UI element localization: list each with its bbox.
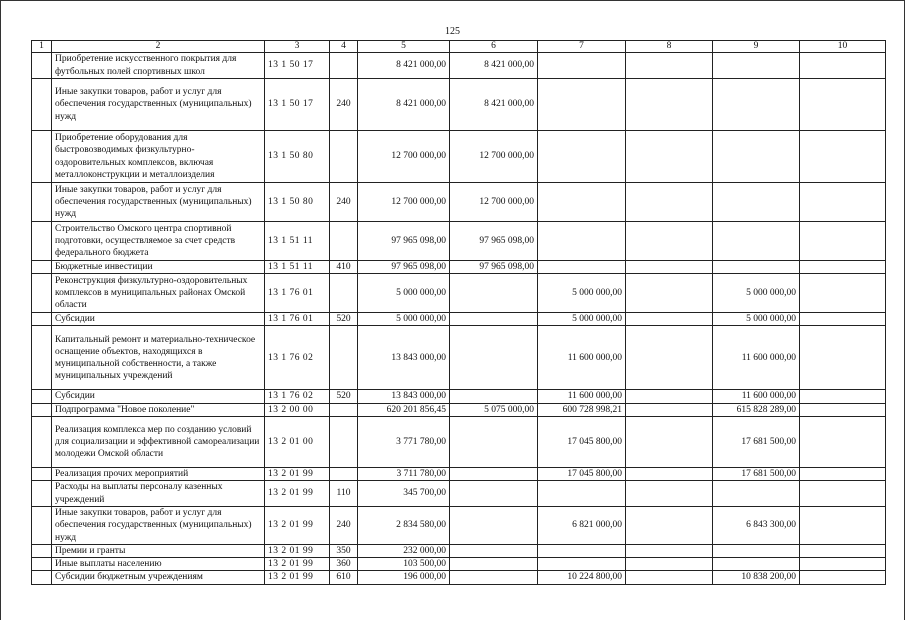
row-expense-type: 350 xyxy=(330,545,358,558)
row-amount-col7 xyxy=(538,545,626,558)
row-empty-cell xyxy=(32,183,52,222)
row-amount-col7 xyxy=(538,481,626,507)
row-empty-cell xyxy=(32,313,52,326)
row-amount-col6 xyxy=(450,416,538,467)
row-amount-col10 xyxy=(800,79,886,131)
row-amount-col8 xyxy=(626,326,713,390)
row-code: 13 1 50 17 xyxy=(265,79,330,131)
row-amount-col10 xyxy=(800,261,886,274)
row-amount-col9: 11 600 000,00 xyxy=(713,390,800,403)
row-name: Приобретение оборудования для быстровозводимых физкультурно-оздоровительных комплексов, включая металлоконструкции и металлоизделия xyxy=(52,131,265,183)
column-header: 5 xyxy=(358,41,450,53)
row-amount-col10 xyxy=(800,403,886,416)
row-expense-type: 110 xyxy=(330,481,358,507)
row-code: 13 1 76 01 xyxy=(265,313,330,326)
row-amount-col9: 5 000 000,00 xyxy=(713,274,800,313)
row-name: Иные закупки товаров, работ и услуг для обеспечения государственных (муниципальных) нужд xyxy=(52,79,265,131)
table-row xyxy=(32,274,886,313)
row-expense-type xyxy=(330,274,358,313)
row-amount-col9 xyxy=(713,79,800,131)
row-amount-col6 xyxy=(450,274,538,313)
row-code: 13 2 01 99 xyxy=(265,558,330,571)
table-body xyxy=(32,53,886,585)
row-code: 13 1 76 02 xyxy=(265,390,330,403)
row-amount-col10 xyxy=(800,416,886,467)
page-frame-top xyxy=(0,0,905,1)
row-code: 13 2 01 99 xyxy=(265,507,330,545)
row-amount-col8 xyxy=(626,274,713,313)
row-amount-col6 xyxy=(450,545,538,558)
row-expense-type xyxy=(330,222,358,261)
row-code: 13 2 00 00 xyxy=(265,403,330,416)
row-expense-type xyxy=(330,416,358,467)
row-amount-col5: 8 421 000,00 xyxy=(358,53,450,79)
row-amount-col10 xyxy=(800,222,886,261)
row-empty-cell xyxy=(32,571,52,584)
row-name: Подпрограмма "Новое поколение" xyxy=(52,403,265,416)
row-amount-col10 xyxy=(800,507,886,545)
row-name: Субсидии бюджетным учреждениям xyxy=(52,571,265,584)
row-amount-col7: 11 600 000,00 xyxy=(538,326,626,390)
table-row xyxy=(32,481,886,507)
row-expense-type xyxy=(330,131,358,183)
row-code: 13 1 51 11 xyxy=(265,261,330,274)
row-amount-col8 xyxy=(626,467,713,480)
row-amount-col5: 345 700,00 xyxy=(358,481,450,507)
row-name: Приобретение искусственного покрытия для футбольных полей спортивных школ xyxy=(52,53,265,79)
table-row xyxy=(32,222,886,261)
row-amount-col7 xyxy=(538,131,626,183)
row-amount-col5: 12 700 000,00 xyxy=(358,183,450,222)
row-name: Реконструкция физкультурно-оздоровительных комплексов в муниципальных районах Омской области xyxy=(52,274,265,313)
row-amount-col8 xyxy=(626,390,713,403)
row-amount-col6: 12 700 000,00 xyxy=(450,183,538,222)
row-amount-col5: 5 000 000,00 xyxy=(358,274,450,313)
row-expense-type: 520 xyxy=(330,390,358,403)
row-amount-col6 xyxy=(450,326,538,390)
row-amount-col8 xyxy=(626,261,713,274)
row-name: Иные закупки товаров, работ и услуг для обеспечения государственных (муниципальных) нужд xyxy=(52,507,265,545)
page-number: 125 xyxy=(445,26,460,37)
row-amount-col6 xyxy=(450,507,538,545)
row-amount-col10 xyxy=(800,545,886,558)
row-code: 13 1 50 80 xyxy=(265,183,330,222)
row-amount-col10 xyxy=(800,326,886,390)
row-amount-col10 xyxy=(800,183,886,222)
row-name: Субсидии xyxy=(52,390,265,403)
row-amount-col7: 17 045 800,00 xyxy=(538,416,626,467)
row-amount-col9: 17 681 500,00 xyxy=(713,416,800,467)
row-amount-col9: 11 600 000,00 xyxy=(713,326,800,390)
table-row xyxy=(32,79,886,131)
row-amount-col9 xyxy=(713,183,800,222)
row-name: Премии и гранты xyxy=(52,545,265,558)
row-amount-col8 xyxy=(626,313,713,326)
page-frame-left xyxy=(0,0,1,620)
row-amount-col7: 5 000 000,00 xyxy=(538,313,626,326)
row-code: 13 1 51 11 xyxy=(265,222,330,261)
row-amount-col8 xyxy=(626,131,713,183)
row-amount-col9 xyxy=(713,131,800,183)
row-expense-type: 360 xyxy=(330,558,358,571)
row-expense-type: 610 xyxy=(330,571,358,584)
row-code: 13 1 50 80 xyxy=(265,131,330,183)
row-amount-col9 xyxy=(713,222,800,261)
budget-table xyxy=(31,40,886,585)
table-row xyxy=(32,545,886,558)
row-amount-col6 xyxy=(450,558,538,571)
row-amount-col10 xyxy=(800,481,886,507)
row-amount-col10 xyxy=(800,467,886,480)
row-amount-col8 xyxy=(626,416,713,467)
row-amount-col7 xyxy=(538,183,626,222)
table-row xyxy=(32,558,886,571)
row-amount-col6: 97 965 098,00 xyxy=(450,261,538,274)
row-code: 13 1 76 02 xyxy=(265,326,330,390)
row-amount-col8 xyxy=(626,79,713,131)
row-amount-col5: 3 711 780,00 xyxy=(358,467,450,480)
row-amount-col8 xyxy=(626,481,713,507)
row-amount-col8 xyxy=(626,571,713,584)
row-empty-cell xyxy=(32,390,52,403)
row-amount-col7: 5 000 000,00 xyxy=(538,274,626,313)
table-row xyxy=(32,326,886,390)
row-amount-col6: 8 421 000,00 xyxy=(450,79,538,131)
row-expense-type: 240 xyxy=(330,507,358,545)
row-expense-type: 240 xyxy=(330,183,358,222)
row-amount-col6 xyxy=(450,313,538,326)
row-code: 13 1 50 17 xyxy=(265,53,330,79)
row-amount-col8 xyxy=(626,403,713,416)
row-amount-col9 xyxy=(713,53,800,79)
table-row xyxy=(32,403,886,416)
row-name: Иные выплаты населению xyxy=(52,558,265,571)
row-amount-col9: 17 681 500,00 xyxy=(713,467,800,480)
row-name: Реализация прочих мероприятий xyxy=(52,467,265,480)
row-amount-col9 xyxy=(713,558,800,571)
row-amount-col6 xyxy=(450,481,538,507)
row-name: Строительство Омского центра спортивной подготовки, осуществляемое за счет средств федерального бюджета xyxy=(52,222,265,261)
column-number-row xyxy=(32,41,886,53)
row-empty-cell xyxy=(32,558,52,571)
row-empty-cell xyxy=(32,53,52,79)
column-header: 2 xyxy=(52,41,265,53)
row-amount-col8 xyxy=(626,53,713,79)
row-name: Иные закупки товаров, работ и услуг для обеспечения государственных (муниципальных) нужд xyxy=(52,183,265,222)
row-empty-cell xyxy=(32,326,52,390)
row-code: 13 2 01 99 xyxy=(265,545,330,558)
row-amount-col6 xyxy=(450,390,538,403)
row-amount-col10 xyxy=(800,131,886,183)
column-header: 4 xyxy=(330,41,358,53)
row-amount-col9: 6 843 300,00 xyxy=(713,507,800,545)
table-row xyxy=(32,131,886,183)
row-amount-col5: 3 771 780,00 xyxy=(358,416,450,467)
row-name: Расходы на выплаты персоналу казенных учреждений xyxy=(52,481,265,507)
row-name: Бюджетные инвестиции xyxy=(52,261,265,274)
row-empty-cell xyxy=(32,261,52,274)
table-row xyxy=(32,390,886,403)
row-amount-col7: 10 224 800,00 xyxy=(538,571,626,584)
row-amount-col5: 196 000,00 xyxy=(358,571,450,584)
column-header: 7 xyxy=(538,41,626,53)
row-empty-cell xyxy=(32,79,52,131)
row-amount-col9: 10 838 200,00 xyxy=(713,571,800,584)
column-header: 3 xyxy=(265,41,330,53)
row-amount-col7 xyxy=(538,222,626,261)
row-amount-col8 xyxy=(626,183,713,222)
row-amount-col9 xyxy=(713,481,800,507)
table-row xyxy=(32,261,886,274)
row-amount-col8 xyxy=(626,222,713,261)
row-amount-col10 xyxy=(800,313,886,326)
row-amount-col5: 13 843 000,00 xyxy=(358,326,450,390)
row-amount-col5: 97 965 098,00 xyxy=(358,261,450,274)
row-amount-col10 xyxy=(800,53,886,79)
row-amount-col9 xyxy=(713,261,800,274)
row-expense-type xyxy=(330,326,358,390)
row-amount-col5: 5 000 000,00 xyxy=(358,313,450,326)
row-amount-col6: 8 421 000,00 xyxy=(450,53,538,79)
row-empty-cell xyxy=(32,481,52,507)
row-amount-col10 xyxy=(800,558,886,571)
row-amount-col7 xyxy=(538,558,626,571)
table-row xyxy=(32,416,886,467)
row-empty-cell xyxy=(32,131,52,183)
row-amount-col9: 5 000 000,00 xyxy=(713,313,800,326)
column-header: 8 xyxy=(626,41,713,53)
row-amount-col7 xyxy=(538,53,626,79)
row-amount-col7: 17 045 800,00 xyxy=(538,467,626,480)
row-empty-cell xyxy=(32,416,52,467)
row-amount-col7: 6 821 000,00 xyxy=(538,507,626,545)
table-row xyxy=(32,571,886,584)
row-name: Субсидии xyxy=(52,313,265,326)
column-header: 1 xyxy=(32,41,52,53)
row-amount-col6 xyxy=(450,467,538,480)
row-amount-col7: 11 600 000,00 xyxy=(538,390,626,403)
row-amount-col5: 232 000,00 xyxy=(358,545,450,558)
row-expense-type: 520 xyxy=(330,313,358,326)
row-expense-type: 240 xyxy=(330,79,358,131)
row-code: 13 1 76 01 xyxy=(265,274,330,313)
row-amount-col6 xyxy=(450,571,538,584)
column-header: 9 xyxy=(713,41,800,53)
table-row xyxy=(32,467,886,480)
row-amount-col10 xyxy=(800,571,886,584)
row-amount-col5: 13 843 000,00 xyxy=(358,390,450,403)
row-name: Капитальный ремонт и материально-техническое оснащение объектов, находящихся в муниципальной собственности, а также муниципальных учреждений xyxy=(52,326,265,390)
row-amount-col5: 2 834 580,00 xyxy=(358,507,450,545)
row-code: 13 2 01 99 xyxy=(265,571,330,584)
column-header: 10 xyxy=(800,41,886,53)
row-expense-type xyxy=(330,53,358,79)
row-name: Реализация комплекса мер по созданию условий для социализации и эффективной самореализации молодежи Омской области xyxy=(52,416,265,467)
row-amount-col6: 12 700 000,00 xyxy=(450,131,538,183)
table-row xyxy=(32,53,886,79)
row-amount-col10 xyxy=(800,274,886,313)
row-amount-col8 xyxy=(626,507,713,545)
row-amount-col6: 5 075 000,00 xyxy=(450,403,538,416)
row-empty-cell xyxy=(32,507,52,545)
row-amount-col5: 12 700 000,00 xyxy=(358,131,450,183)
row-amount-col7: 600 728 998,21 xyxy=(538,403,626,416)
row-amount-col5: 8 421 000,00 xyxy=(358,79,450,131)
row-empty-cell xyxy=(32,222,52,261)
row-amount-col8 xyxy=(626,558,713,571)
table-row xyxy=(32,507,886,545)
row-empty-cell xyxy=(32,403,52,416)
row-empty-cell xyxy=(32,467,52,480)
table-row xyxy=(32,313,886,326)
column-header: 6 xyxy=(450,41,538,53)
row-expense-type xyxy=(330,403,358,416)
row-code: 13 2 01 99 xyxy=(265,467,330,480)
row-amount-col9: 615 828 289,00 xyxy=(713,403,800,416)
row-code: 13 2 01 99 xyxy=(265,481,330,507)
row-amount-col9 xyxy=(713,545,800,558)
row-amount-col10 xyxy=(800,390,886,403)
row-expense-type xyxy=(330,467,358,480)
row-code: 13 2 01 00 xyxy=(265,416,330,467)
row-empty-cell xyxy=(32,274,52,313)
row-empty-cell xyxy=(32,545,52,558)
row-amount-col5: 97 965 098,00 xyxy=(358,222,450,261)
row-amount-col5: 103 500,00 xyxy=(358,558,450,571)
row-amount-col7 xyxy=(538,261,626,274)
table-row xyxy=(32,183,886,222)
row-amount-col8 xyxy=(626,545,713,558)
row-amount-col5: 620 201 856,45 xyxy=(358,403,450,416)
row-amount-col6: 97 965 098,00 xyxy=(450,222,538,261)
row-expense-type: 410 xyxy=(330,261,358,274)
row-amount-col7 xyxy=(538,79,626,131)
